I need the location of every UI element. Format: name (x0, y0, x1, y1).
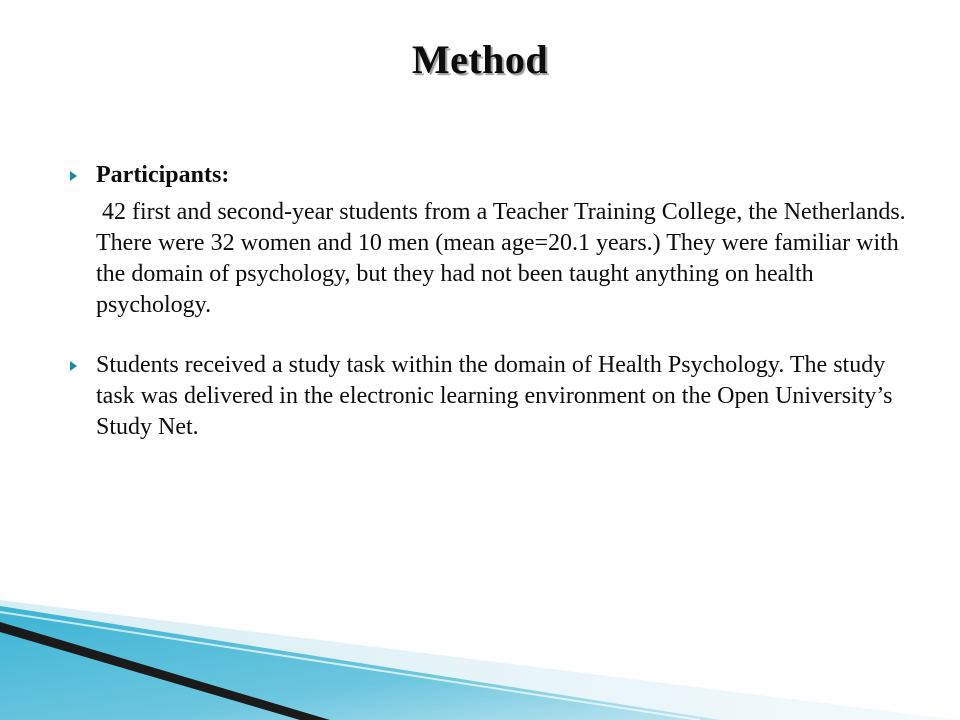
bullet-text: Students received a study task within the domain of Health Psychology. The study task was delivered in the electronic learning environment on the Open University’s Study Net. (96, 352, 893, 440)
slide-content (66, 160, 916, 443)
pale-swoosh (0, 600, 960, 720)
dark-swoosh (0, 622, 330, 720)
bullet-heading: Participants: (96, 162, 230, 188)
teal-swoosh (0, 606, 720, 720)
spacer (66, 321, 916, 350)
highlight-line (0, 612, 700, 720)
triangle-bullet-icon (70, 171, 77, 181)
participants-description: 42 first and second-year students from a Teacher Training College, the Netherlands. There were 32 women and 10 men (mean age=20.1 years.) They were familiar with the domain of psychology, but they had not been taught anything on health psychology. (96, 199, 906, 318)
bullet-participants (66, 160, 916, 191)
triangle-bullet-icon (70, 361, 77, 371)
bullet-study-task (66, 350, 916, 443)
slide-title: Method (411, 37, 549, 82)
